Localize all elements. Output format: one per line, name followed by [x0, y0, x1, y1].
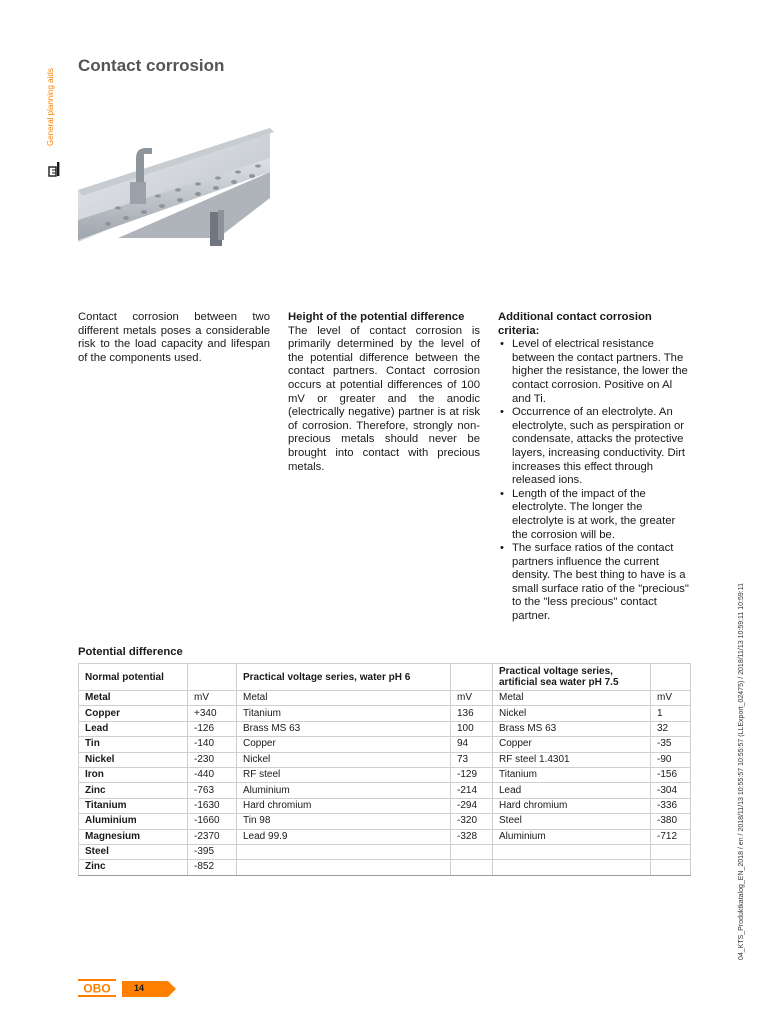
- table-cell: Hard chromium: [237, 798, 451, 813]
- table-cell: -214: [451, 783, 493, 798]
- table-cell: Aluminium: [237, 783, 451, 798]
- criteria-list: [498, 338, 690, 623]
- table-row: [79, 737, 691, 752]
- document-code: 04_KTS_Produktkatalog_EN_2018 / en / 2018/11/13 10:55:57 10:55:57 (LLExport_02475) / 2018/11/13 10:59:11 10:59:11: [738, 583, 745, 960]
- ruler-tool-icon: [47, 160, 61, 178]
- table-cell: Hard chromium: [493, 798, 651, 813]
- table-cell: -320: [451, 814, 493, 829]
- table-cell: [651, 860, 691, 875]
- table-cell: -2370: [188, 829, 237, 844]
- table-cell: Lead: [493, 783, 651, 798]
- table-cell: Copper: [237, 737, 451, 752]
- table-header-row: [79, 664, 691, 691]
- page-title: Contact corrosion: [78, 56, 225, 75]
- table-cell: -304: [651, 783, 691, 798]
- criteria-item: • Level of electrical resistance between the contact partners. The higher the resistance, the lower the contact corrosion. Positive on Al and Ti.: [498, 338, 690, 406]
- page-number: 14: [134, 983, 145, 993]
- table-row: [79, 783, 691, 798]
- criteria-item: • Occurrence of an electrolyte. An electrolyte, such as perspiration or condensate, attacks the protective layers, increasing conductivity. Dirt increases this effect through released ions.: [498, 406, 690, 488]
- table-cell: Zinc: [79, 783, 188, 798]
- table-cell: -763: [188, 783, 237, 798]
- table-cell: Iron: [79, 767, 188, 782]
- page-number-tab: [122, 981, 176, 997]
- table-row: [79, 752, 691, 767]
- table-cell: RF steel: [237, 767, 451, 782]
- table-row: [79, 798, 691, 813]
- table-cell: Metal: [79, 691, 188, 706]
- criteria-item: • Length of the impact of the electrolyte. The longer the electrolyte is at work, the greater the corrosion will be.: [498, 488, 690, 542]
- column-header: [188, 664, 237, 691]
- table-cell: Nickel: [237, 752, 451, 767]
- table-cell: [493, 860, 651, 875]
- table-cell: -230: [188, 752, 237, 767]
- table-cell: [237, 860, 451, 875]
- table-row: [79, 767, 691, 782]
- table-cell: [451, 844, 493, 859]
- table-cell: -852: [188, 860, 237, 875]
- criteria-item: • The surface ratios of the contact partners influence the current density. The best thing to have is a small surface ratio of the "precious" to the "less precious" contact partner.: [498, 542, 690, 624]
- height-section: [288, 311, 480, 474]
- column-header: [651, 664, 691, 691]
- table-cell: [237, 844, 451, 859]
- table-cell: mV: [651, 691, 691, 706]
- table-cell: -156: [651, 767, 691, 782]
- table-row: [79, 829, 691, 844]
- table-cell: [451, 860, 493, 875]
- table-row: [79, 844, 691, 859]
- table-cell: mV: [451, 691, 493, 706]
- table-cell: -294: [451, 798, 493, 813]
- table-cell: -126: [188, 721, 237, 736]
- table-cell: -440: [188, 767, 237, 782]
- height-text: The level of contact corrosion is primarily determined by the level of the potential difference between the contact partners. Contact corrosion occurs at potential differences of 100 mV or greater and the anodic (electrically negative) partner is at risk of corrosion. Therefore, strongly non-precious metals should never be brought into contact with precious metals.: [288, 324, 480, 473]
- column-header: Practical voltage series, water pH 6: [237, 664, 451, 691]
- table-cell: Aluminium: [493, 829, 651, 844]
- column-header: Normal potential: [79, 664, 188, 691]
- table-cell: -380: [651, 814, 691, 829]
- table-cell: Lead 99.9: [237, 829, 451, 844]
- intro-text: Contact corrosion between two different metals poses a considerable risk to the load capacity and lifespan of the components used.: [78, 311, 270, 364]
- height-heading: Height of the potential difference: [288, 311, 465, 323]
- table-cell: [651, 844, 691, 859]
- table-cell: Aluminium: [79, 814, 188, 829]
- table-cell: Metal: [237, 691, 451, 706]
- section-label: General planning aids: [46, 68, 55, 146]
- table-cell: Magnesium: [79, 829, 188, 844]
- table-cell: Nickel: [79, 752, 188, 767]
- table-cell: -336: [651, 798, 691, 813]
- table-cell: Copper: [79, 706, 188, 721]
- logo-text: OBO: [83, 981, 111, 996]
- table-cell: 100: [451, 721, 493, 736]
- table-cell: -129: [451, 767, 493, 782]
- potential-difference-table: [78, 663, 691, 876]
- cable-tray-photo: [78, 120, 274, 260]
- table-cell: 136: [451, 706, 493, 721]
- table-cell: Lead: [79, 721, 188, 736]
- table-cell: Steel: [79, 844, 188, 859]
- table-cell: Brass MS 63: [493, 721, 651, 736]
- table-cell: -328: [451, 829, 493, 844]
- table-row: [79, 691, 691, 706]
- table-cell: -90: [651, 752, 691, 767]
- table-cell: Zinc: [79, 860, 188, 875]
- table-cell: 73: [451, 752, 493, 767]
- table-cell: +340: [188, 706, 237, 721]
- table-cell: Copper: [493, 737, 651, 752]
- table-cell: [493, 844, 651, 859]
- obo-logo: [78, 979, 116, 997]
- table-cell: -1630: [188, 798, 237, 813]
- table-cell: -1660: [188, 814, 237, 829]
- table-cell: Tin: [79, 737, 188, 752]
- table-row: [79, 814, 691, 829]
- table-cell: 1: [651, 706, 691, 721]
- table-cell: Titanium: [79, 798, 188, 813]
- table-cell: Tin 98: [237, 814, 451, 829]
- table-cell: Nickel: [493, 706, 651, 721]
- table-cell: Titanium: [493, 767, 651, 782]
- table-cell: Brass MS 63: [237, 721, 451, 736]
- table-title: Potential difference: [78, 646, 183, 658]
- table-cell: 32: [651, 721, 691, 736]
- table-cell: -140: [188, 737, 237, 752]
- column-header: [451, 664, 493, 691]
- table-cell: -712: [651, 829, 691, 844]
- table-cell: Metal: [493, 691, 651, 706]
- table-row: [79, 721, 691, 736]
- table-cell: -395: [188, 844, 237, 859]
- criteria-section: [498, 311, 690, 624]
- table-cell: mV: [188, 691, 237, 706]
- table-row: [79, 860, 691, 875]
- table-cell: RF steel 1.4301: [493, 752, 651, 767]
- table-cell: 94: [451, 737, 493, 752]
- table-cell: Steel: [493, 814, 651, 829]
- criteria-heading: Additional contact corrosion criteria:: [498, 311, 652, 337]
- table-row: [79, 706, 691, 721]
- column-header: Practical voltage series, artificial sea water pH 7.5: [493, 664, 651, 691]
- table-cell: -35: [651, 737, 691, 752]
- table-cell: Titanium: [237, 706, 451, 721]
